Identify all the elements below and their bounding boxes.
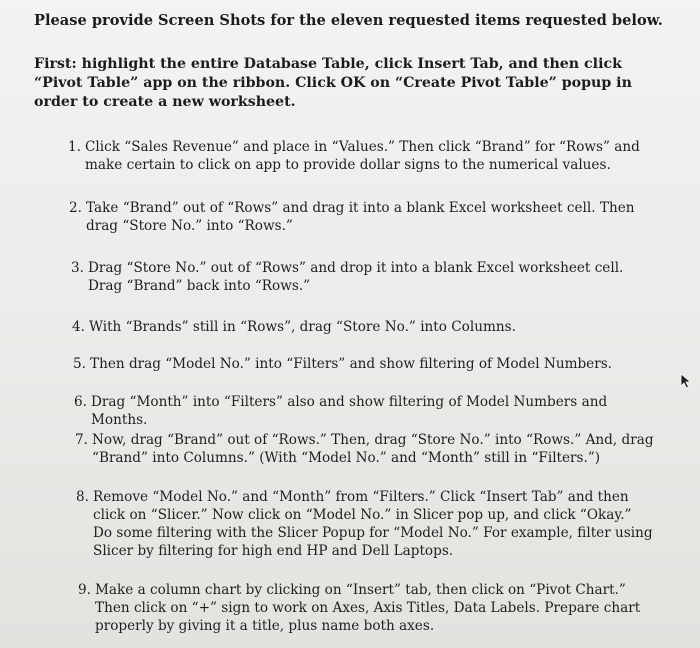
intro-paragraph: First: highlight the entire Database Table, click Insert Tab, and then click “Pivot Table” app on the ribbon. Click OK on “Create Pivot Table” popup in order to create a new worksheet. (34, 56, 632, 110)
list-item (71, 259, 653, 295)
mouse-pointer-icon (680, 373, 692, 389)
item-text: With “Brands” still in “Rows”, drag “Store No.” into Columns. (89, 319, 516, 335)
item-number: 6. (74, 394, 87, 410)
document-heading: Please provide Screen Shots for the eleven requested items requested below. (34, 12, 663, 29)
item-number: 4. (72, 319, 85, 335)
item-number: 1. (68, 139, 81, 155)
list-item (69, 199, 661, 235)
item-number: 2. (69, 200, 82, 216)
item-text: Make a column chart by clicking on “Insert” tab, then click on “Pivot Chart.” Then click on “+” sign to work on Axes, Axis Titles, Data Labels. Prepare chart properly by giving it a title, plus name both axes. (95, 582, 641, 634)
list-item (72, 318, 659, 336)
item-number: 9. (78, 582, 91, 598)
list-item (76, 488, 653, 560)
list-item (73, 355, 660, 373)
list-item (74, 393, 666, 429)
item-text: Drag “Store No.” out of “Rows” and drop it into a blank Excel worksheet cell. Drag “Brand” back into “Rows.” (88, 260, 624, 294)
item-text: Remove “Model No.” and “Month” from “Filters.” Click “Insert Tab” and then click on “Slicer.” Now click on “Model No.” in Slicer pop up, and click “Okay.” Do some filtering with the Slicer Popup for “Model No.” For example, filter using Slicer by filtering for high end HP and Dell Laptops. (93, 489, 653, 559)
list-item (78, 581, 655, 635)
item-number: 7. (75, 432, 88, 448)
item-number: 3. (71, 260, 84, 276)
list-item (68, 138, 645, 174)
item-text: Drag “Month” into “Filters” also and show filtering of Model Numbers and Months. (91, 394, 608, 428)
item-number: 8. (76, 489, 89, 505)
list-item (75, 431, 657, 467)
item-number: 5. (73, 356, 86, 372)
item-text: Then drag “Model No.” into “Filters” and show filtering of Model Numbers. (90, 356, 613, 372)
item-text: Click “Sales Revenue” and place in “Values.” Then click “Brand” for “Rows” and make certain to click on app to provide dollar signs to the numerical values. (85, 139, 640, 173)
item-text: Now, drag “Brand” out of “Rows.” Then, drag “Store No.” into “Rows.” And, drag “Brand” into Columns.” (With “Model No.” and “Month” still in “Filters.”) (92, 432, 654, 466)
item-text: Take “Brand” out of “Rows” and drag it into a blank Excel worksheet cell. Then drag “Store No.” into “Rows.” (86, 200, 635, 234)
